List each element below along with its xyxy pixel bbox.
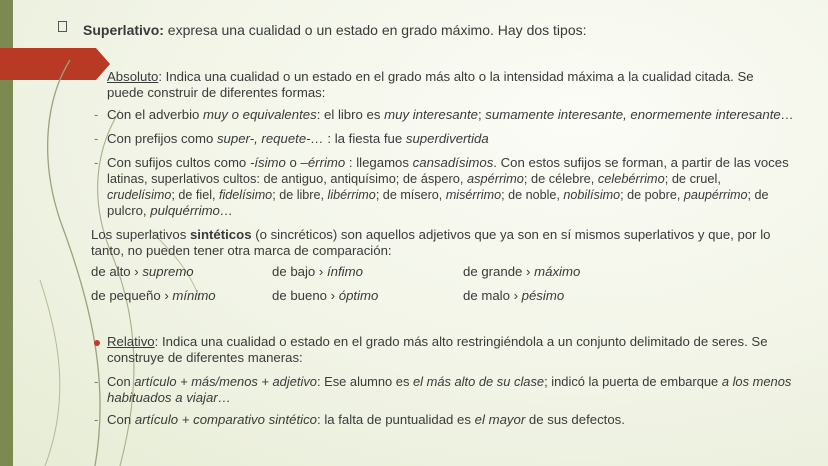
pair-item: de grande › máximo (463, 264, 581, 279)
absoluto-line2: puede construir de diferentes formas: (107, 85, 326, 100)
curve-3 (40, 280, 60, 466)
dash-bullet-icon: - (94, 107, 99, 122)
sinteticos-line1: Los superlativos sintéticos (o sincréticos) son aquellos adjetivos que ya son en sí mismos superlativos y que, por lo (91, 227, 771, 242)
intro-text: expresa una cualidad o un estado en grado máximo. Hay dos tipos: (163, 22, 587, 38)
pair-item: de alto › supremo (91, 264, 194, 279)
red-dot-bullet-icon (94, 340, 100, 346)
articulo1-line2: habituados a viajar… (107, 390, 231, 405)
absoluto-term: Absoluto (107, 69, 159, 84)
relativo-line2: construye de diferentes maneras: (107, 350, 303, 365)
prefijos-line: Con prefijos como super-, requete-… : la fiesta fue superdivertida (107, 131, 489, 146)
pair-item: de bueno › óptimo (272, 288, 379, 303)
square-bullet-icon (58, 21, 67, 32)
red-tab (0, 48, 110, 80)
sufijos-line3: crudelísimo; de fiel, fidelísimo; de libre, libérrimo; de mísero, misérrimo; de noble, nobilísimo; de pobre, paupérrimo; de (107, 188, 769, 202)
sufijos-line2: latinas, superlativos cultos: de antiguo, antiquísimo; de áspero, aspérrimo; de célebre, celebérrimo; de cruel, (107, 171, 721, 186)
sinteticos-line2: tanto, no pueden tener otra marca de comparación: (91, 243, 392, 258)
dash-bullet-icon: - (94, 374, 99, 389)
dash-bullet-icon: - (94, 155, 99, 170)
absoluto-line1 (107, 69, 754, 85)
pair-item: de malo › pésimo (463, 288, 565, 303)
pair-item: de bajo › ínfimo (272, 264, 363, 279)
dash-bullet-icon: - (94, 412, 99, 427)
adverbio-line: Con el adverbio muy o equivalentes: el libro es muy interesante; sumamente interesante, enormemente interesante… (107, 107, 794, 122)
sufijos-line4: pulcro, pulquérrimo… (107, 203, 234, 218)
relativo-line1: Relativo: Indica una cualidad o estado en el grado más alto restringiéndola a un conjunto delimitado de seres. Se (107, 334, 768, 349)
dash-bullet-icon: - (94, 131, 99, 146)
absoluto-text: : Indica una cualidad o un estado en el grado más alto o la intensidad máxima a la cualidad citada. Se (158, 69, 754, 84)
sufijos-line1: Con sufijos cultos como -ísimo o –érrimo : llegamos cansadísimos. Con estos sufijos se forman, a partir de las voces (107, 155, 789, 170)
intro-term: Superlativo: (83, 22, 164, 38)
articulo2-line: Con artículo + comparativo sintético: la falta de puntualidad es el mayor de sus defectos. (107, 412, 625, 427)
curve-1 (48, 60, 100, 466)
pair-item: de pequeño › mínimo (91, 288, 216, 303)
intro-line (83, 22, 587, 38)
articulo1-line1: Con artículo + más/menos + adjetivo: Ese alumno es el más alto de su clase; indicó la puerta de embarque a los menos (107, 374, 792, 389)
